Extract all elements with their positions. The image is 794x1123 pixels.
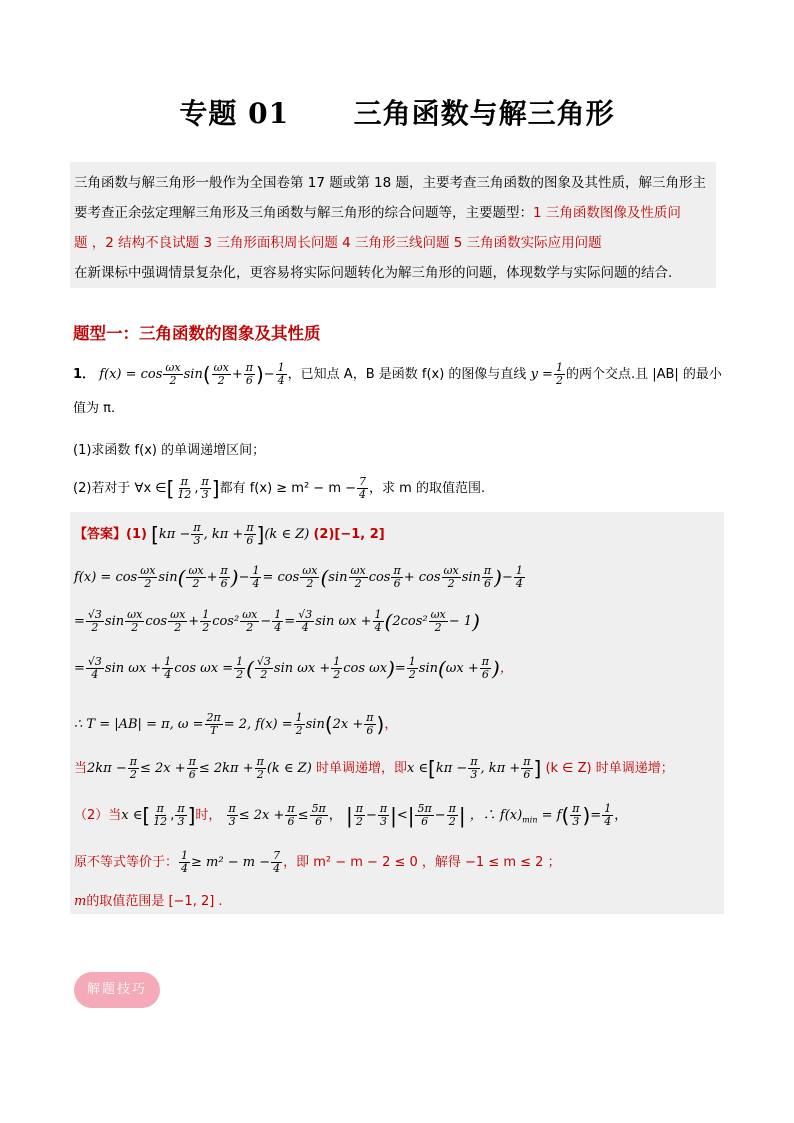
question-stem: 1． f(x) = cos $\frac{\omega x}{2}$ sin( $\frac{\omega x}{2}$ + $\frac{\pi}{6}$ )− $\frac{1}{4}$ ，已知点 A，B 是函数 f(x) 的图像与直线 y = $\frac{1}{2}$ 的两个交点.且 |AB| 的最小 bbox=[73, 361, 722, 387]
solution-step-8: m的取值范围是 [−1, 2] . bbox=[74, 894, 223, 909]
question-part-2: (2)若对于 ∀x ∈[ $\frac{\pi}{12}$ , $\frac{\pi}{3}$ ]都有 f(x) ≥ m² − m − $\frac{7}{4}$ ，求 m 的取值范围. bbox=[73, 475, 486, 501]
intro-line-2: 要考查正余弦定理解三角形及三角函数与解三角形的综合问题等，主要题型：1 三角函数图像及性质问 bbox=[74, 205, 681, 221]
solution-step-7: 原不等式等价于： $\frac{1}{4}$ ≥ m² − m − $\frac{7}{4}$ ，即 m² − m − 2 ≤ 0 ，解得 −1 ≤ m ≤ 2 ； bbox=[74, 849, 561, 875]
question-part-1: (1)求函数 f(x) 的单调递增区间； bbox=[73, 443, 266, 458]
question-stem-2: 值为 π. bbox=[73, 401, 116, 416]
tips-badge: 解题技巧 bbox=[74, 972, 160, 1008]
intro-box bbox=[70, 162, 716, 288]
intro-line-4: 在新课标中强调情景复杂化，更容易将实际问题转化为解三角形的问题，体现数学与实际问题的结合. bbox=[74, 265, 673, 281]
solution-step-2: = $\frac{√3}{2}$ sin $\frac{\omega x}{2}$ cos $\frac{\omega x}{2}$ + $\frac{1}{2}$ cos² $\frac{\omega x}{2}$ − $\frac{1}{4}$ = $\frac{√3}{4}$ sin ωx + $\frac{1}{4}$ (2cos² $\frac{\omega x}{2}$ − 1) bbox=[74, 608, 480, 634]
page-title: 专题 01 三角函数与解三角形 bbox=[179, 97, 615, 130]
solution-step-5: 当2kπ − $\frac{\pi}{2}$ ≤ 2x + $\frac{\pi}{6}$ ≤ 2kπ + $\frac{\pi}{2}$ (k ∈ Z) 时单调递增，即x ∈[kπ − $\frac{\pi}{3}$ , kπ + $\frac{\pi}{6}$ ] (k ∈ Z) 时单调递增； bbox=[74, 755, 674, 781]
solution-step-6: （2）当x ∈[ $\frac{\pi}{12}$ , $\frac{\pi}{3}$ ]时， $\frac{\pi}{3}$ ≤ 2x + $\frac{\pi}{6}$ ≤ $\frac{5\pi}{6}$ ， | $\frac{\pi}{2}$ − $\frac{\pi}{3}$ |<| $\frac{5\pi}{6}$ − $\frac{\pi}{2}$ | ，∴ $f(x)_{min} = f$( $\frac{\pi}{3}$ )= $\frac{1}{4}$ ， bbox=[74, 802, 628, 828]
question-types-1: 1 三角函数图像及性质问 bbox=[533, 205, 681, 221]
answer-summary: 【答案】(1) [kπ − $\frac{\pi}{3}$ , kπ + $\frac{\pi}{6}$ ](k ∈ Z) (2)[−1, 2] bbox=[74, 521, 385, 547]
question-types-2: 题 ，2 结构不良试题 3 三角形面积周长问题 4 三角形三线问题 5 三角函数实际应用问题 bbox=[74, 235, 602, 251]
solution-step-4: ∴ T = |AB| = π, ω = $\frac{2\pi}{T}$ = 2, f(x) = $\frac{1}{2}$ sin(2x + $\frac{\pi}{6}$ )， bbox=[74, 711, 398, 737]
solution-step-1: f(x) = cos $\frac{\omega x}{2}$ sin( $\frac{\omega x}{2}$ + $\frac{\pi}{6}$ )− $\frac{1}{4}$ = cos $\frac{\omega x}{2}$ (sin $\frac{\omega x}{2}$ cos $\frac{\pi}{6}$ + cos $\frac{\omega x}{2}$ sin $\frac{\pi}{6}$ )− $\frac{1}{4}$ bbox=[74, 564, 523, 590]
section-title: 题型一：三角函数的图象及其性质 bbox=[73, 324, 321, 343]
intro-line-1: 三角函数与解三角形一般作为全国卷第 17 题或第 18 题，主要考查三角函数的图象及其性质，解三角形主 bbox=[74, 175, 707, 191]
solution-step-3: = $\frac{√3}{4}$ sin ωx + $\frac{1}{4}$ cos ωx = $\frac{1}{2}$ ( $\frac{√3}{2}$ sin ωx + $\frac{1}{2}$ cos ωx)= $\frac{1}{2}$ sin(ωx + $\frac{\pi}{6}$ )， bbox=[74, 655, 513, 681]
